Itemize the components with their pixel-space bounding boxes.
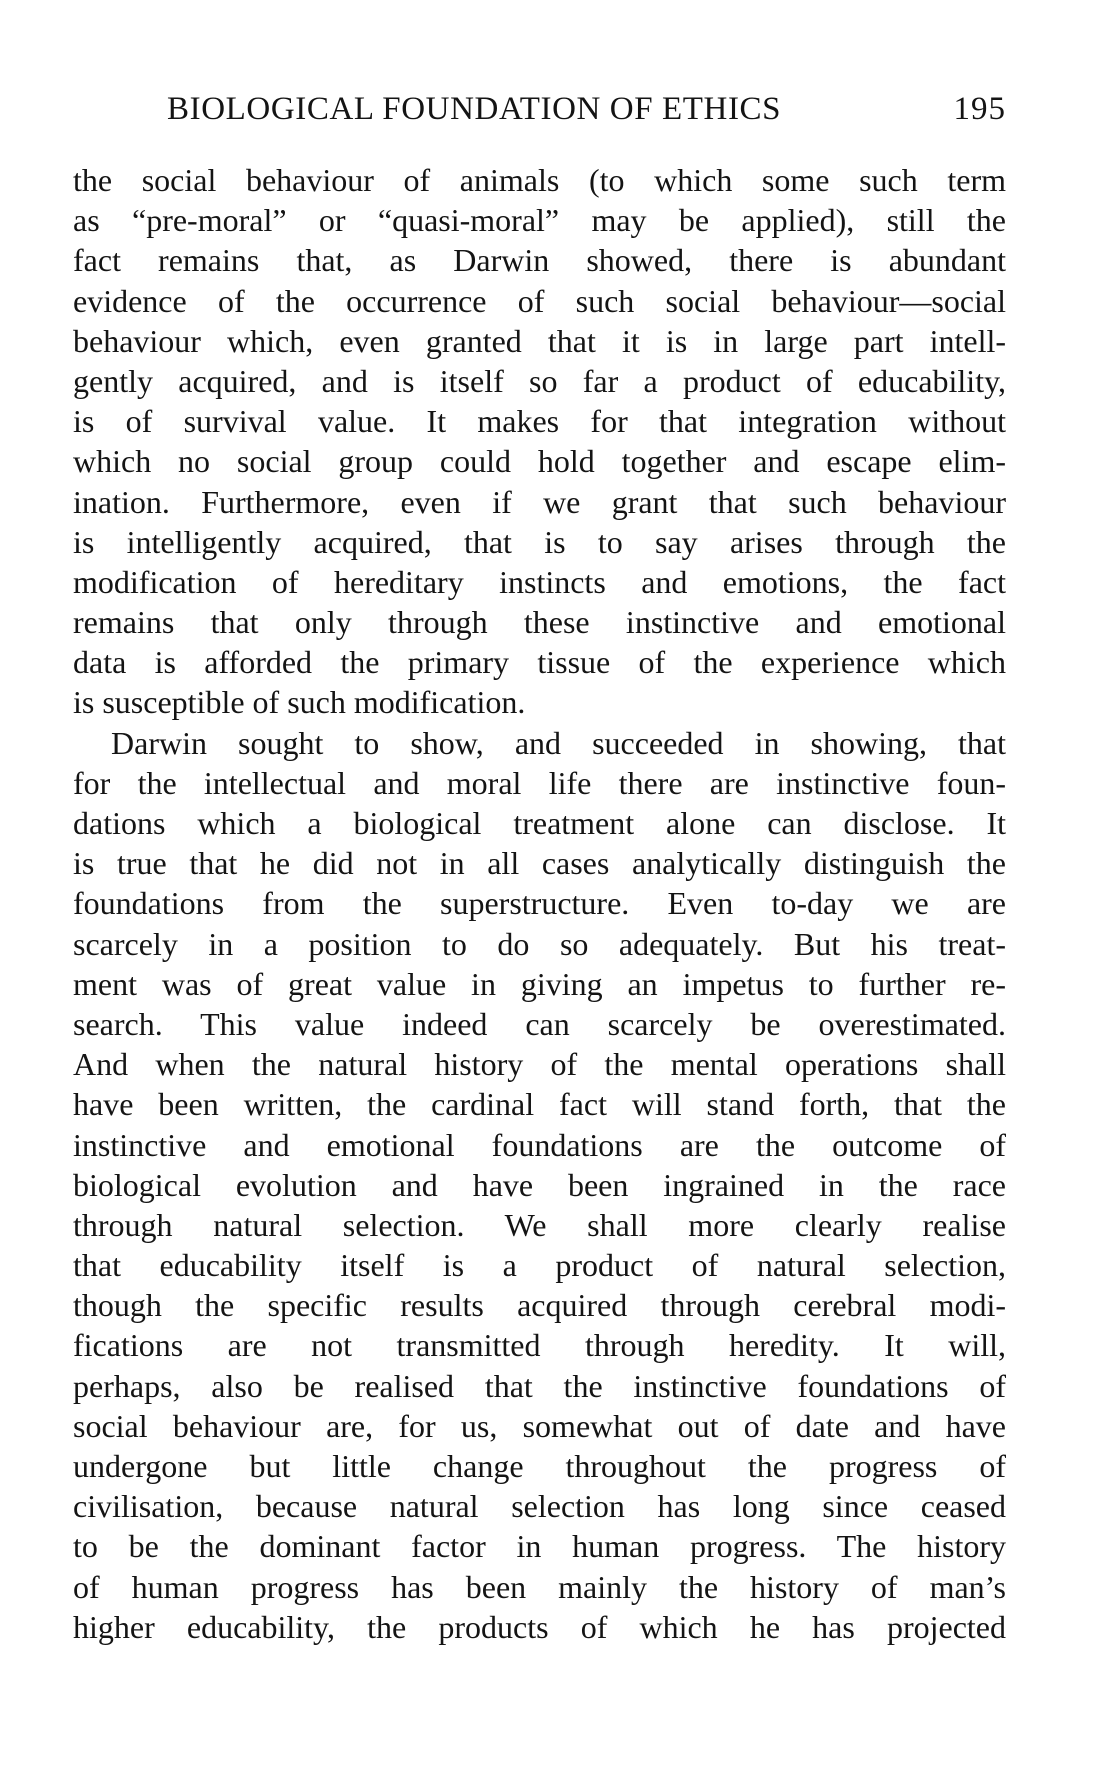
text-line: behaviour which, even granted that it is in large part intell- xyxy=(73,322,1006,359)
text-line: the social behaviour of animals (to which some such term xyxy=(73,162,1006,198)
text-line: is true that he did not in all cases analytically distinguish the xyxy=(73,845,1006,882)
text-line: fact remains that, as Darwin showed, there is abundant xyxy=(73,242,1006,279)
text-line: modification of hereditary instincts and emotions, the fact xyxy=(73,563,1006,600)
text-line: social behaviour are, for us, somewhat out of date and have xyxy=(73,1407,1006,1444)
text-line: through natural selection. We shall more clearly realise xyxy=(73,1206,1006,1243)
running-head xyxy=(73,86,1006,132)
text-line: for the intellectual and moral life there are instinctive foun- xyxy=(73,764,1006,801)
text-line: have been written, the cardinal fact will stand forth, that the xyxy=(73,1086,1006,1123)
text-line: of human progress has been mainly the history of man’s xyxy=(73,1568,1006,1605)
text-line: scarcely in a position to do so adequately. But his treat- xyxy=(73,925,1006,962)
text-line: search. This value indeed can scarcely be overestimated. xyxy=(73,1005,1006,1042)
text-line: perhaps, also be realised that the instinctive foundations of xyxy=(73,1367,1006,1404)
paragraph-last-line: is susceptible of such modification. xyxy=(73,684,526,721)
text-line: ination. Furthermore, even if we grant that such behaviour xyxy=(73,483,1006,520)
page-number: 195 xyxy=(953,91,1006,127)
text-line: civilisation, because natural selection has long since ceased xyxy=(73,1488,1006,1525)
text-line: higher educability, the products of which he has projected xyxy=(73,1608,1006,1645)
text-line: data is afforded the primary tissue of the experience which xyxy=(73,644,1006,681)
text-line: instinctive and emotional foundations are the outcome of xyxy=(73,1126,1006,1163)
text-line: And when the natural history of the mental operations shall xyxy=(73,1046,1006,1083)
text-line: though the specific results acquired through cerebral modi- xyxy=(73,1287,1006,1324)
text-line: is of survival value. It makes for that integration without xyxy=(73,403,1006,440)
text-line: biological evolution and have been ingrained in the race xyxy=(73,1166,1006,1203)
text-line: as “pre-moral” or “quasi-moral” may be applied), still the xyxy=(73,202,1006,239)
body-text xyxy=(73,160,1006,1647)
text-line: ment was of great value in giving an impetus to further re- xyxy=(73,965,1006,1002)
text-line: undergone but little change throughout the progress of xyxy=(73,1448,1006,1484)
paragraph-first-line: Darwin sought to show, and succeeded in showing, that xyxy=(111,724,1006,761)
text-line: to be the dominant factor in human progress. The history xyxy=(73,1528,1006,1565)
text-line: that educability itself is a product of natural selection, xyxy=(73,1247,1006,1284)
text-line: gently acquired, and is itself so far a product of educability, xyxy=(73,362,1006,399)
text-line: is intelligently acquired, that is to say arises through the xyxy=(73,523,1006,560)
text-line: fications are not transmitted through heredity. It will, xyxy=(73,1327,1006,1364)
text-line: foundations from the superstructure. Even to-day we are xyxy=(73,885,1006,922)
text-line: remains that only through these instinctive and emotional xyxy=(73,604,1006,641)
running-head-title: BIOLOGICAL FOUNDATION OF ETHICS xyxy=(167,91,782,127)
text-line: evidence of the occurrence of such social behaviour—social xyxy=(73,282,1006,319)
text-line: dations which a biological treatment alone can disclose. It xyxy=(73,805,1006,841)
text-line: which no social group could hold together and escape elim- xyxy=(73,443,1006,480)
